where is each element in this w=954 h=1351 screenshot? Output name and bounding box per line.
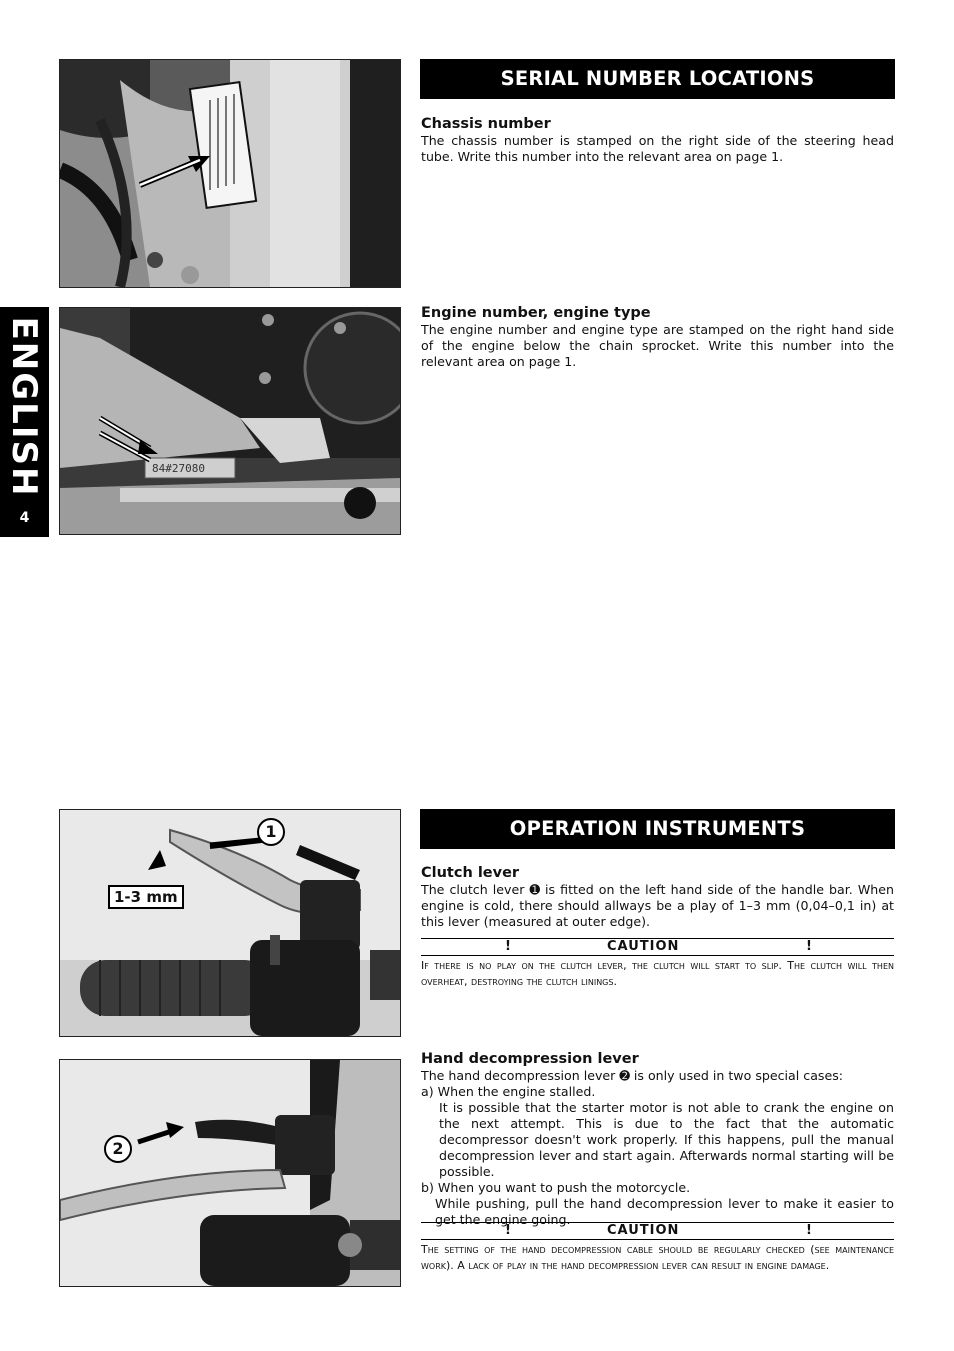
language-label: ENGLISH [4, 316, 44, 498]
decompression-cases [421, 1084, 894, 1228]
engine-number-block [421, 305, 894, 370]
clutch-caution-bar [421, 938, 894, 956]
engine-stamp-text: 84#27080 [152, 462, 205, 475]
clutch-caution-text: If there is no play on the clutch lever, the clutch will start to slip. The clutch will then overheat, destroying the clutch linings. [421, 959, 894, 988]
decompression-callout-number: 2 [112, 1139, 124, 1158]
decompression-heading: Hand decompression lever [421, 1051, 639, 1067]
clutch-lever-photo [59, 809, 401, 1037]
decompression-marker: ➋ [619, 1068, 630, 1083]
clutch-callout [257, 818, 285, 846]
decompression-caution-bar [421, 1222, 894, 1240]
chassis-number-block [421, 116, 894, 165]
decompression-caution-text: The setting of the hand decompression cable should be regularly checked (see maintenance work). A lack of play in the hand decompression lever can result in engine damage. [421, 1243, 894, 1272]
clutch-lever-text: The clutch lever ➊ is fitted on the left hand side of the handle bar. When engine is cold, there should allways be a play of 1–3 mm (0,04–0,1 in) at this lever (measured at outer edge). [421, 882, 894, 929]
decompression-caution-mark-left: ! [505, 1223, 511, 1238]
clutch-lever-heading: Clutch lever [421, 865, 520, 881]
engine-number-text: The engine number and engine type are stamped on the right hand side of the engine below the chain sprocket. Write this number into the relevant area on page 1. [421, 322, 894, 369]
page-number: 4 [19, 510, 30, 526]
clutch-marker: ➊ [529, 882, 540, 897]
case-a-text: It is possible that the starter motor is not able to crank the engine on the next attempt. This is due to the fact that the automatic decompressor doesn't work properly. If this happens, pull the manual decompression lever and start again. Afterwards normal starting will be possible. [439, 1100, 894, 1179]
clutch-play-value: 1-3 mm [114, 888, 178, 906]
clutch-play-label [108, 885, 184, 909]
case-b-text: While pushing, pull the hand decompression lever to make it easier to get the engine going. [435, 1196, 894, 1227]
clutch-lever-block [421, 865, 894, 930]
operation-instruments-title: OPERATION INSTRUMENTS [420, 809, 895, 849]
decompression-caution-mark-right: ! [806, 1223, 812, 1238]
decompression-intro: The hand decompression lever ➋ is only used in two special cases: [421, 1068, 844, 1083]
chassis-number-photo [59, 59, 401, 288]
decompression-lever-photo [59, 1059, 401, 1287]
chassis-number-heading: Chassis number [421, 116, 551, 132]
decompression-block [421, 1051, 894, 1228]
language-tab [0, 307, 49, 537]
case-b-label: b) When you want to push the motorcycle. [421, 1180, 691, 1195]
chassis-number-text: The chassis number is stamped on the right side of the steering head tube. Write this number into the relevant area on page 1. [421, 133, 894, 164]
decompression-callout [104, 1135, 132, 1163]
case-a-label: a) When the engine stalled. [421, 1084, 596, 1099]
clutch-caution-mark-right: ! [806, 939, 812, 954]
engine-number-photo [59, 307, 401, 535]
clutch-caution-label: CAUTION [607, 939, 680, 954]
clutch-caution-mark-left: ! [505, 939, 511, 954]
engine-number-heading: Engine number, engine type [421, 305, 651, 321]
decompression-caution-label: CAUTION [607, 1223, 680, 1238]
clutch-callout-number: 1 [265, 822, 277, 841]
serial-number-title: SERIAL NUMBER LOCATIONS [420, 59, 895, 99]
